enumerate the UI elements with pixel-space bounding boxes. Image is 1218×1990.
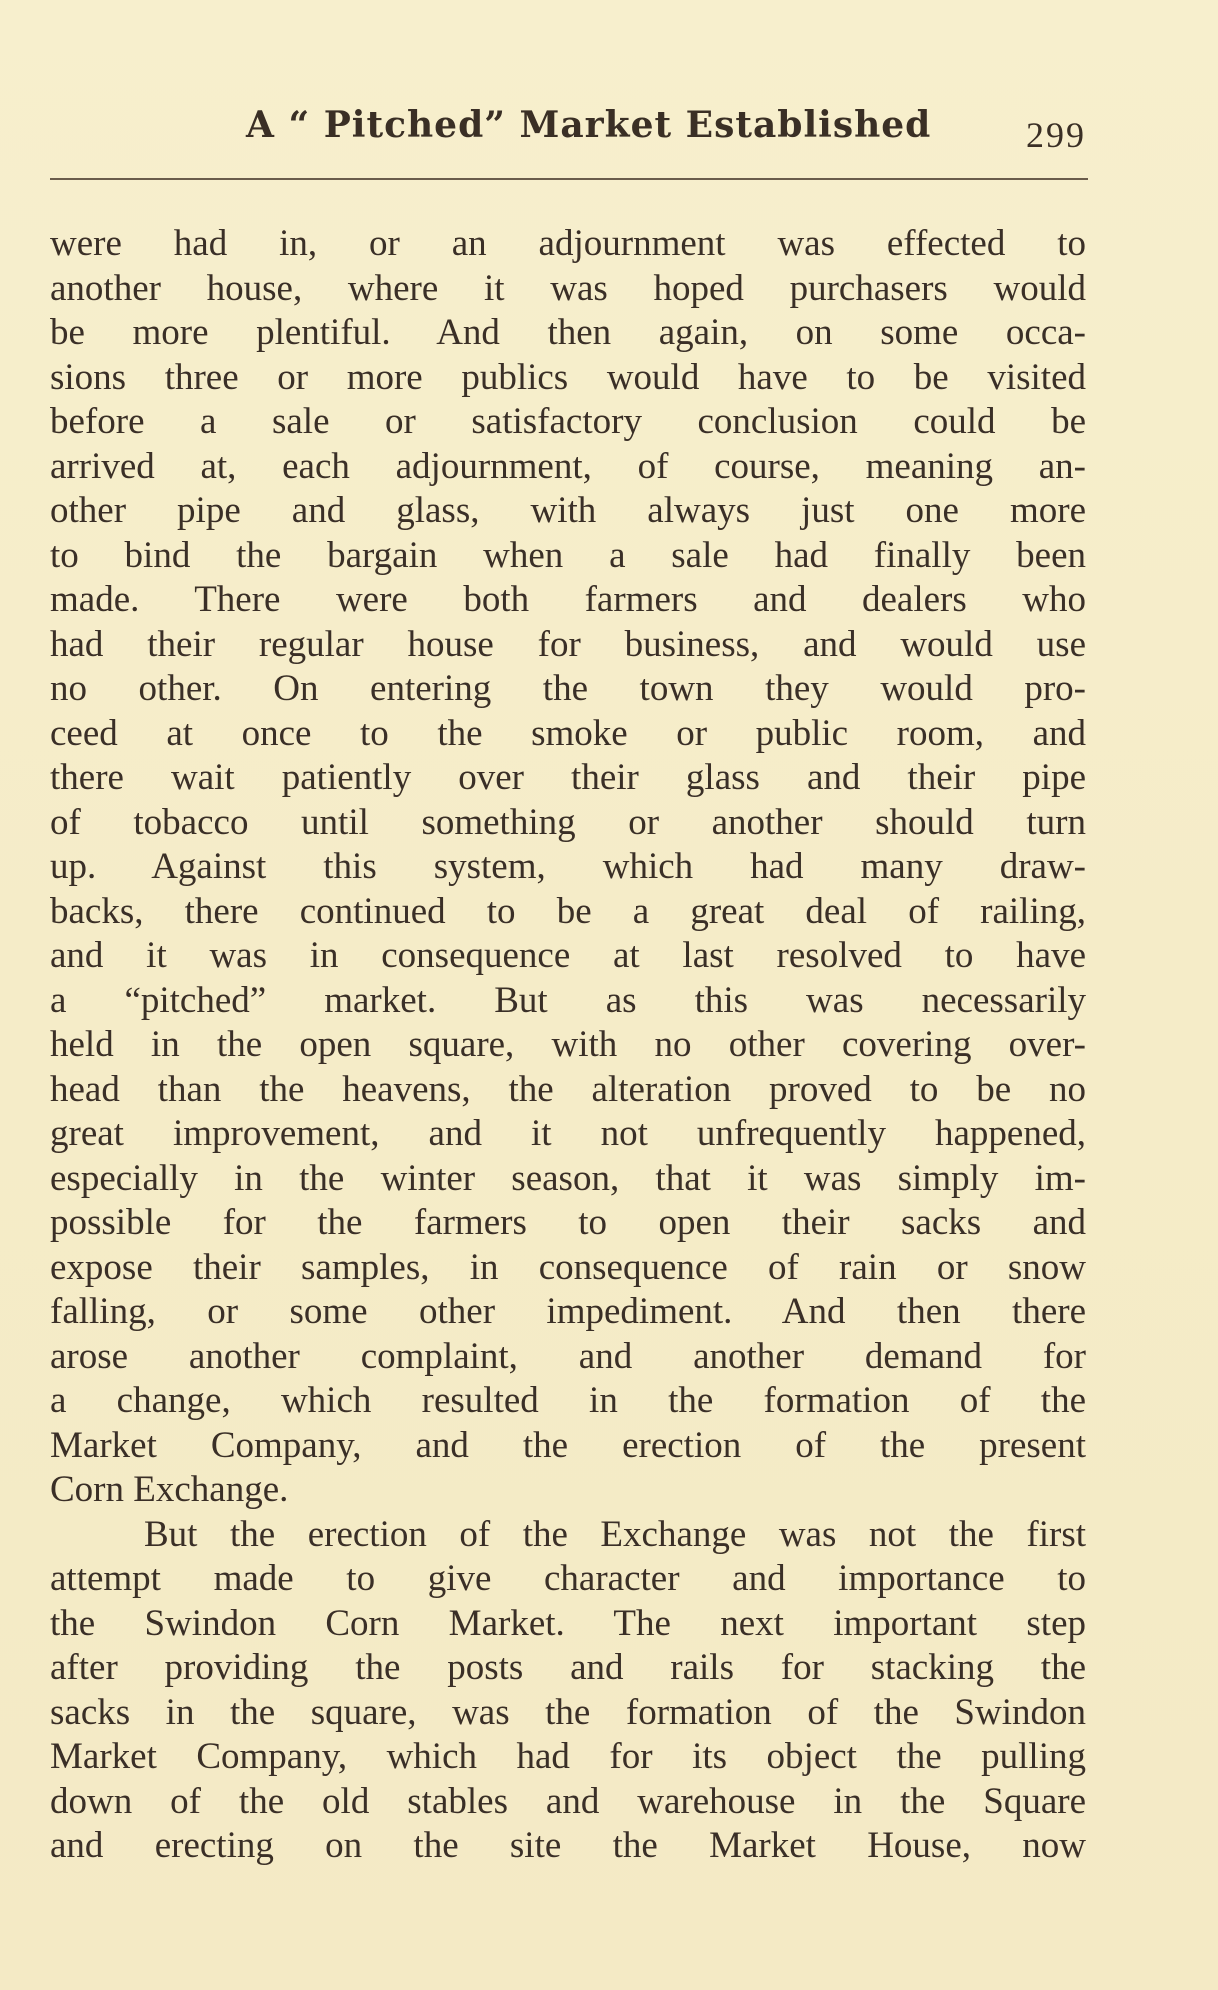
text-line: arose another complaint, and another demand for [50,1335,1086,1377]
text-line: of tobacco until something or another should turn [50,801,1086,843]
text-line: possible for the farmers to open their sacks and [50,1202,1086,1243]
text-line: expose their samples, in consequence of rain or snow [50,1246,1086,1288]
text-line: head than the heavens, the alteration proved to be no [50,1068,1086,1110]
text-line: a change, which resulted in the formation of the [50,1380,1086,1421]
text-line: and it was in consequence at last resolved to have [50,935,1086,976]
text-line: before a sale or satisfactory conclusion could be [50,401,1086,442]
text-line: made. There were both farmers and dealers who [50,579,1086,620]
text-line: great improvement, and it not unfrequently happened, [50,1113,1086,1154]
text-line: had their regular house for business, and would use [50,623,1086,665]
text-line: Market Company, which had for its object the pulling [50,1736,1086,1777]
header-rule [50,178,1088,180]
text-line: But the erection of the Exchange was not the first [144,1513,1086,1555]
text-line: arrived at, each adjournment, of course, meaning an- [50,445,1086,487]
text-line: sacks in the square, was the formation of the Swindon [50,1691,1086,1733]
text-line: falling, or some other impediment. And then there [50,1291,1086,1332]
page-number: 299 [1026,115,1086,155]
text-line: the Swindon Corn Market. The next important step [50,1602,1086,1644]
text-line: especially in the winter season, that it was simply im- [50,1157,1086,1199]
text-line: and erecting on the site the Market House, now [50,1825,1086,1866]
text-line: another house, where it was hoped purchasers would [50,267,1086,309]
text-line: held in the open square, with no other covering over- [50,1024,1086,1065]
body-text [50,222,1086,1869]
text-line: Corn Exchange. [50,1469,289,1510]
paragraph-2 [50,1513,1086,1869]
text-line: sions three or more publics would have to be visited [50,356,1086,398]
text-line: Market Company, and the erection of the present [50,1424,1086,1466]
text-line: backs, there continued to be a great deal of railing, [50,890,1086,932]
paragraph-1 [50,222,1086,1513]
text-line: up. Against this system, which had many draw- [50,846,1086,887]
text-line: were had in, or an adjournment was effected to [50,223,1086,264]
text-line: after providing the posts and rails for stacking the [50,1647,1086,1688]
text-line: other pipe and glass, with always just one more [50,490,1086,531]
text-line: to bind the bargain when a sale had finally been [50,534,1086,576]
text-line: a “pitched” market. But as this was necessarily [50,979,1086,1021]
text-line: be more plentiful. And then again, on some occa- [50,312,1086,353]
text-line: ceed at once to the smoke or public room, and [50,712,1086,754]
text-line: attempt made to give character and importance to [50,1558,1086,1599]
text-line: there wait patiently over their glass and their pipe [50,757,1086,798]
text-line: down of the old stables and warehouse in the Square [50,1780,1086,1822]
running-title: A “ Pitched” Market Established [246,104,932,146]
text-line: no other. On entering the town they would pro- [50,668,1086,709]
page-header [50,104,1086,174]
